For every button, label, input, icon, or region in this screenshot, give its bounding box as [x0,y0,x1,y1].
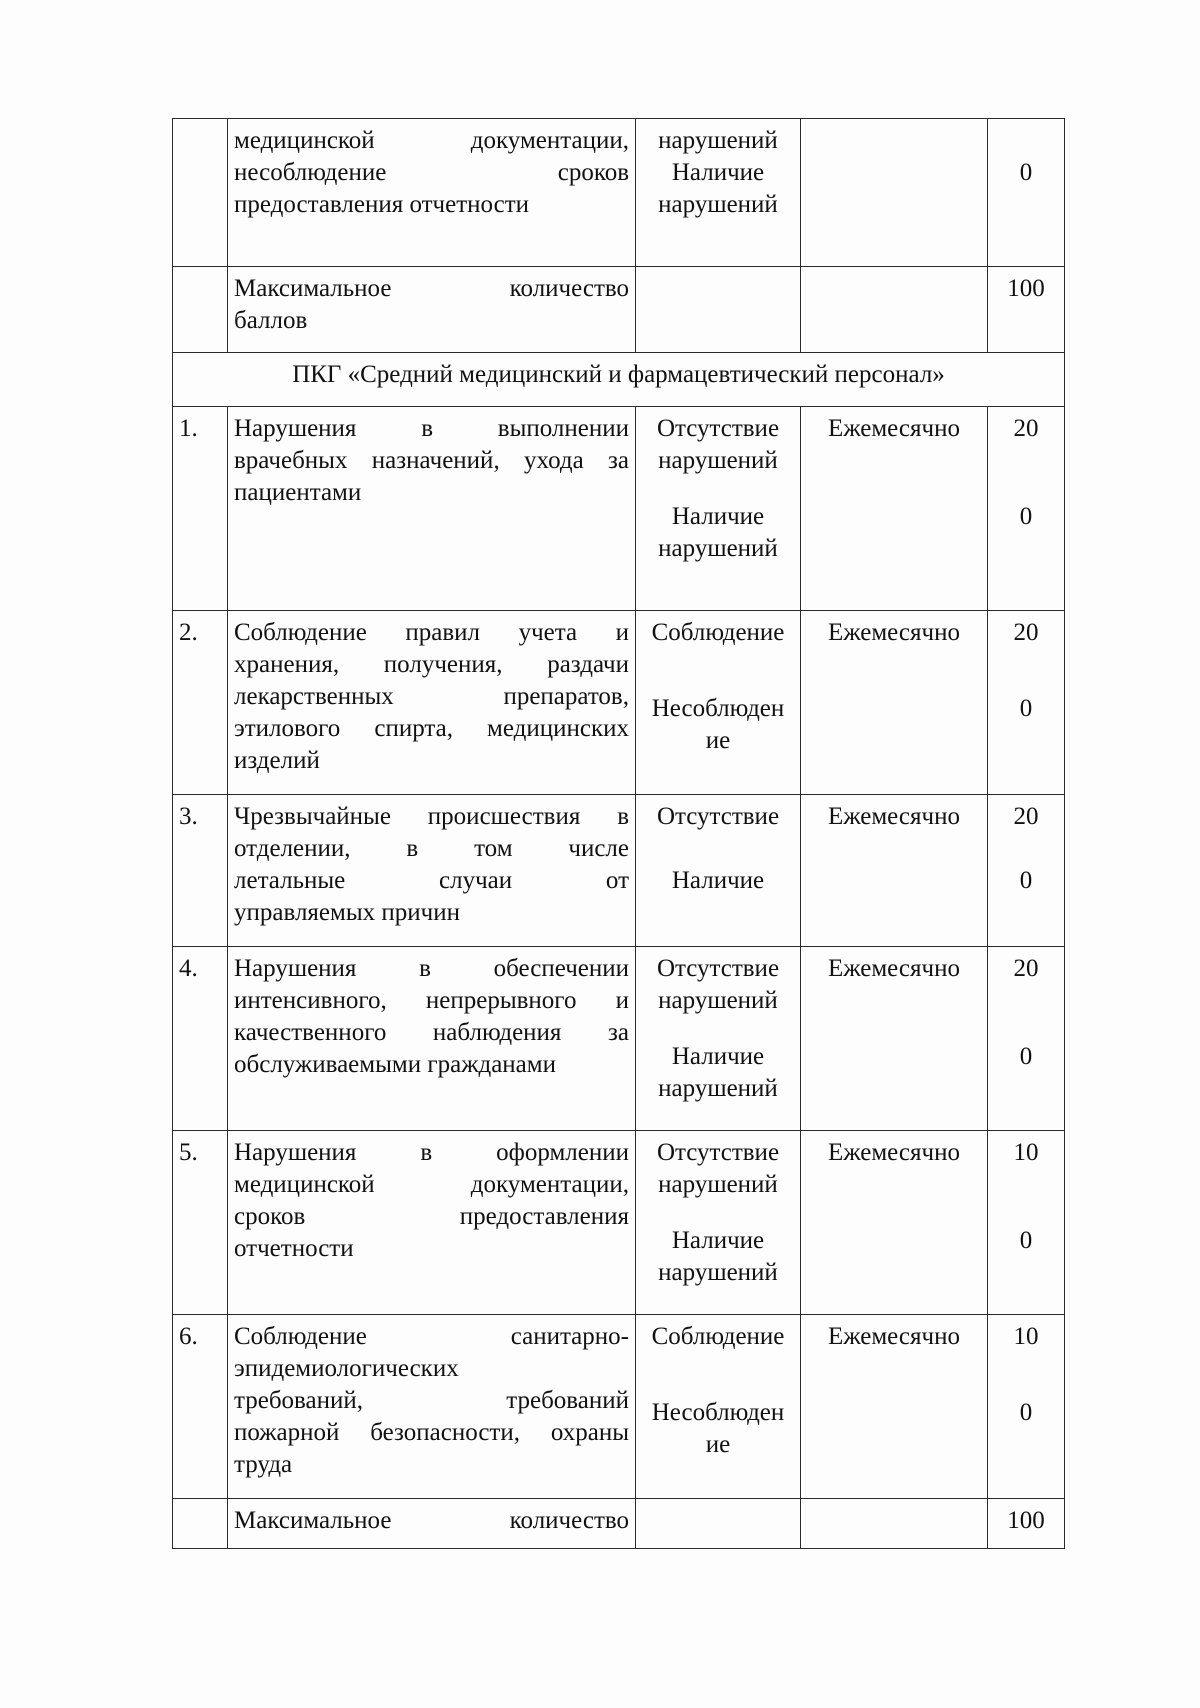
section-title: ПКГ «Средний медицинский и фармацевтический персонал» [173,353,1065,407]
table-row-max-points [173,267,1065,353]
table-row: 2. Соблюдение правил учета и хранения, получения, раздачи лекарственных препаратов, этилового спирта, медицинских изделий Соблюдение Несоблюден ие Ежемесячно 20 0 [173,611,1065,795]
section-header-row [173,353,1065,407]
points-cell: 20 0 [988,795,1065,947]
max-points-label: Максимальное количество [228,1499,636,1549]
period-cell: Ежемесячно [801,1131,988,1315]
points-cell: 20 0 [988,611,1065,795]
max-points-value: 100 [988,1499,1065,1549]
result-cell: Соблюдение Несоблюден ие [636,1315,801,1499]
table-row-max-points [173,1499,1065,1549]
result-cell: Отсутствие Наличие [636,795,801,947]
period-cell [801,119,988,267]
criteria-table [172,118,1065,1549]
period-cell: Ежемесячно [801,795,988,947]
criterion-text: Соблюдение правил учета и хранения, получения, раздачи лекарственных препаратов, этилового спирта, медицинских изделий [228,611,636,795]
criterion-text: медицинской документации, несоблюдение сроков предоставления отчетности [228,119,636,267]
period-cell: Ежемесячно [801,1315,988,1499]
criterion-text: Нарушения в выполнении врачебных назначений, ухода за пациентами [228,407,636,611]
table-row: 5. Нарушения в оформлении медицинской документации, сроков предоставления отчетности Отсутствие нарушений Наличие нарушений Ежемесячно 10 0 [173,1131,1065,1315]
row-number [173,119,228,267]
result-cell: Отсутствие нарушений Наличие нарушений [636,947,801,1131]
result-cell: Отсутствие нарушений Наличие нарушений [636,407,801,611]
points-cell: 20 0 [988,407,1065,611]
table-row: 1. Нарушения в выполнении врачебных назначений, ухода за пациентами Отсутствие нарушений Наличие нарушений Ежемесячно 20 0 [173,407,1065,611]
points-cell: 0 [988,119,1065,267]
result-cell: Отсутствие нарушений Наличие нарушений [636,1131,801,1315]
table-row-continuation [173,119,1065,267]
period-cell: Ежемесячно [801,947,988,1131]
table-row: 6. Соблюдение санитарно- эпидемиологических требований, требований пожарной безопасности, охраны труда Соблюдение Несоблюден ие Ежемесячно 10 0 [173,1315,1065,1499]
max-points-label: Максимальное количество баллов [228,267,636,353]
criterion-text: Чрезвычайные происшествия в отделении, в том числе летальные случаи от управляемых причин [228,795,636,947]
criterion-text: Соблюдение санитарно- эпидемиологических требований, требований пожарной безопасности, охраны труда [228,1315,636,1499]
period-cell: Ежемесячно [801,407,988,611]
points-cell: 10 0 [988,1131,1065,1315]
points-cell: 10 0 [988,1315,1065,1499]
criterion-text: Нарушения в оформлении медицинской документации, сроков предоставления отчетности [228,1131,636,1315]
result-cell: нарушений Наличие нарушений [636,119,801,267]
table-row: 3. Чрезвычайные происшествия в отделении, в том числе летальные случаи от управляемых причин Отсутствие Наличие Ежемесячно 20 0 [173,795,1065,947]
table-row: 4. Нарушения в обеспечении интенсивного, непрерывного и качественного наблюдения за обслуживаемыми гражданами Отсутствие нарушений Наличие нарушений Ежемесячно 20 0 [173,947,1065,1131]
result-cell: Соблюдение Несоблюден ие [636,611,801,795]
points-cell: 20 0 [988,947,1065,1131]
max-points-value: 100 [988,267,1065,353]
period-cell: Ежемесячно [801,611,988,795]
criterion-text: Нарушения в обеспечении интенсивного, непрерывного и качественного наблюдения за обслуживаемыми гражданами [228,947,636,1131]
